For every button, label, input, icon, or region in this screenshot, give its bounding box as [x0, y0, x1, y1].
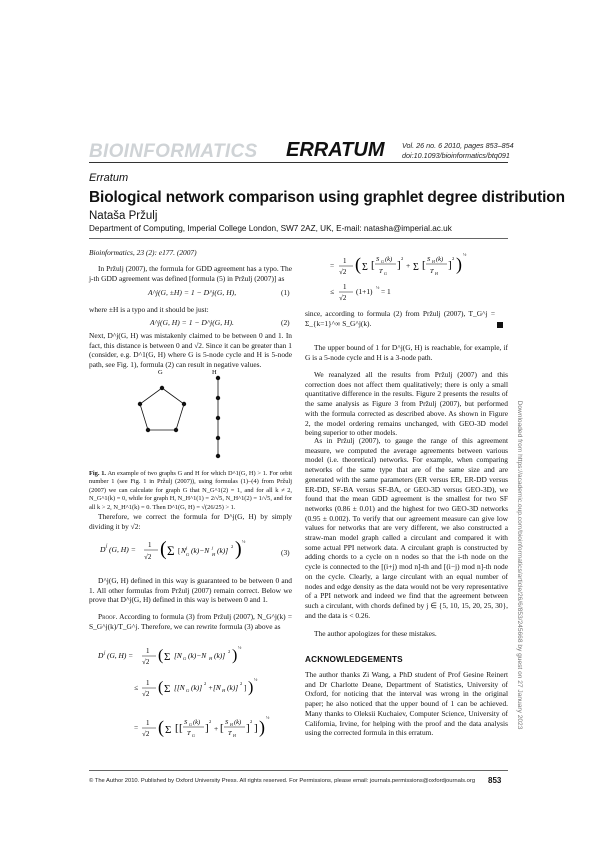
svg-text:1: 1: [343, 283, 347, 291]
footer-rule: [89, 770, 508, 771]
svg-text:]: ]: [246, 722, 250, 734]
svg-text:Σ: Σ: [164, 651, 171, 663]
svg-text:]: ]: [205, 722, 209, 734]
svg-text:√2: √2: [339, 294, 347, 302]
svg-text:T: T: [187, 730, 191, 737]
svg-text:1: 1: [146, 719, 150, 727]
svg-text:S: S: [184, 719, 188, 726]
svg-text:Σ: Σ: [164, 683, 171, 695]
svg-text:j: j: [186, 545, 188, 550]
svg-text:H: H: [209, 656, 213, 661]
svg-text:(k): (k): [193, 719, 201, 726]
svg-text:½: ½: [376, 285, 380, 290]
svg-text:1: 1: [148, 541, 152, 549]
svg-text:2: 2: [204, 681, 207, 686]
svg-text:S: S: [427, 256, 431, 263]
journal-name: BIOINFORMATICS: [89, 141, 258, 162]
svg-text:): ): [235, 538, 242, 560]
header-rule: [89, 162, 508, 163]
graph-g-label: G: [158, 369, 163, 376]
svg-text:½: ½: [266, 715, 270, 720]
svg-text:=: =: [134, 723, 139, 732]
graph-h-label: H: [212, 369, 217, 376]
graph-h-node: [216, 454, 220, 458]
svg-text:(k)]: (k)]: [227, 683, 239, 692]
svg-text:[: [: [220, 722, 224, 734]
graph-h-node: [216, 436, 220, 440]
copyright-notice: © The Author 2010. Published by Oxford University Press. All rights reserved. For Permissions, please email: journals.permissions@oxfordjournals.org: [89, 778, 476, 784]
right-paragraph-4: The author apologizes for these mistakes.: [314, 629, 437, 638]
svg-text:H: H: [233, 733, 236, 738]
svg-text:G: G: [381, 259, 384, 264]
svg-text:G: G: [189, 722, 192, 727]
figure-1-caption-text: An example of two graphs G and H for which D^1(G, H) > 1. For orbit number 1 (see Fig. 1 in Pržulj (2007)), using formulas (1)–(4) from Pržulj (2007) we can calculate for graph G that N_G^1(2) = 1, and for all k ≠ 2, N_G^1(k) = 0, while for graph H, N_H^1(1) = 2/√5, N_H^1(2) = 1/√5, and for all k > 2, N_H^1(k) = 0. Then D^1(G, H) = √(26/25) > 1.: [89, 470, 292, 511]
affiliation: Department of Computing, Imperial College London, SW7 2AZ, UK, E-mail: natasha@imperial.ac.uk: [89, 224, 452, 233]
right-paragraph-1: The upper bound of 1 for D^j(G, H) is reachable, for example, if G is a 5-node cycle and H is a 3-node path.: [305, 343, 508, 362]
graph-g-node: [174, 428, 178, 432]
paragraph-4: Therefore, we correct the formula for D^j(G, H) by simply dividing it by √2:: [89, 512, 292, 531]
svg-text:S: S: [225, 719, 229, 726]
svg-text:√2: √2: [142, 690, 150, 698]
graph-h-node: [216, 416, 220, 420]
svg-text:(k): (k): [234, 719, 242, 726]
svg-text:]: ]: [254, 722, 258, 734]
svg-text:(G, H) =: (G, H) =: [109, 545, 136, 554]
title-rule: [89, 238, 508, 239]
svg-text:D: D: [98, 651, 104, 660]
graph-h-node: [216, 396, 220, 400]
svg-text:(k): (k): [385, 256, 393, 263]
derivation: [98, 640, 288, 758]
svg-text:½: ½: [463, 252, 467, 257]
svg-text:(k)−N: (k)−N: [191, 546, 210, 555]
qed-mark: [497, 322, 503, 328]
svg-text:): ): [456, 254, 462, 274]
svg-text:[: [: [178, 547, 181, 555]
volume-line: Vol. 26 no. 6 2010, pages 853–854: [402, 141, 514, 150]
paragraph-1: In Pržulj (2007), the formula for GDD agreement has a typo. The j-th GDD agreement was defined [formula (5) in Pržulj (2007)] as: [89, 264, 292, 283]
svg-text:√2: √2: [144, 553, 152, 561]
doi: doi:10.1093/bioinformatics/btq091: [402, 151, 510, 160]
download-watermark-text: Downloaded from https://academic.oup.com/bioinformatics/article/26/6/853/245668 by guest on 27 January 2023: [516, 400, 523, 730]
svg-text:): ): [259, 717, 265, 737]
svg-text:(k): (k): [436, 256, 444, 263]
svg-text:½: ½: [242, 539, 246, 544]
svg-text:[: [: [175, 722, 179, 734]
svg-text:G: G: [186, 552, 190, 557]
paper-title: Biological network comparison using graphlet degree distribution: [89, 189, 565, 206]
svg-text:2: 2: [240, 681, 243, 686]
author: Nataša Pržulj: [89, 210, 158, 222]
svg-text:+: +: [214, 724, 219, 733]
svg-text:H: H: [222, 688, 226, 693]
acknowledgements-text: The author thanks Zi Wang, a PhD student of Prof Gesine Reinert and Dr Charlotte Deane, Department of Statistics, University of Oxford, for noticing that the interval was wrong in the original paper; he also noticed that the upper bound of 1 can be achieved. Many thanks to Oleksii Kuchaiev, Computer Science, University of California, Irvine, for helping with the proof and the data analysis using the corrected formula in this erratum.: [305, 670, 508, 738]
paragraph-since: since, according to formula (2) from Pržulj (2007), T_G^j = Σ_{k=1}^∞ S_G^j(k).: [305, 309, 495, 328]
svg-text:N: N: [181, 546, 186, 555]
figure-1-caption-label: Fig. 1.: [89, 470, 107, 477]
svg-text:S: S: [376, 256, 380, 263]
svg-text:(k)]: (k)]: [191, 683, 203, 692]
svg-text:(: (: [158, 679, 164, 696]
page-number: 853: [488, 776, 502, 785]
svg-text:(G, H) =: (G, H) =: [107, 651, 134, 660]
volume-info: [402, 141, 514, 161]
equation-1-number: (1): [281, 288, 290, 297]
svg-text:1: 1: [146, 647, 150, 655]
svg-text:2: 2: [228, 649, 231, 654]
proof-paragraph: [89, 612, 292, 631]
article-type: ERRATUM: [286, 139, 385, 161]
svg-text:√2: √2: [142, 730, 150, 738]
svg-text:(: (: [158, 717, 164, 737]
svg-text:Σ: Σ: [413, 262, 419, 273]
svg-text:(: (: [355, 254, 361, 274]
svg-text:G: G: [384, 271, 387, 276]
svg-text:=: =: [330, 261, 335, 270]
svg-text:T: T: [379, 268, 383, 275]
svg-text:[N: [N: [174, 651, 182, 660]
graph-g-node: [160, 386, 164, 390]
graph-g-cycle: [140, 388, 184, 430]
svg-text:2: 2: [209, 719, 212, 724]
svg-text:1: 1: [146, 679, 150, 687]
svg-text:(: (: [158, 647, 164, 664]
svg-text:j: j: [104, 651, 106, 656]
svg-text:): ): [248, 679, 254, 696]
svg-text:(k)]: (k)]: [214, 651, 226, 660]
svg-text:2: 2: [452, 256, 455, 261]
svg-text:G: G: [183, 656, 187, 661]
proof-text: According to formula (3) from Pržulj (2007), N_G^j(k) = S_G^j(k)/T_G^j. Therefore, we can rewrite formula (3) above as: [89, 612, 292, 631]
equation-2: A^j(G, H) = 1 − D^j(G, H).: [150, 318, 234, 327]
svg-text:(: (: [160, 538, 167, 560]
acknowledgements-heading: ACKNOWLEDGEMENTS: [305, 655, 403, 664]
right-paragraph-3: As in Pržulj (2007), to gauge the range of this agreement measure, we computed the average agreements between various model (i.e. theoretical) networks. For example, when comparing networks of the same type that are of the same size and are generated with the same parameters (ER versus ER, ER-DD versus ER-DD, SF-BA versus SF-BA, or GEO-3D versus GEO-3D), we found that the mean GDD agreement is the smallest for two SF networks (0.86 ± 0.01) and the highest for two GEO-3D networks (0.95 ± 0.002). To verify that our agreement measure can give low values for networks that are very different, we also constructed a straw-man model graph called a circulant and compared it with some actual PPI network data. A circulant graph is constructed by adding chords to a cycle on n nodes so that the i-th node on the cycle is connected to the [(i+j) mod n]-th and [(i−j) mod n]-th node on the cycle. Clearly, a large circulant with an equal number of nodes and edge density as the data would not be very representative of a PPI network and indeed we find that the agreement between such a circulant, with chords defined by j ∈ {5, 10, 15, 20, 25, 30}, and the data is < 0.26.: [305, 436, 508, 620]
svg-text:= 1: = 1: [381, 287, 391, 296]
paragraph-5: D^j(G, H) defined in this way is guaranteed to be between 0 and 1. All other formulas from Pržulj (2007) remain correct. Below we prove that D^j(G, H) defined in this way is between 0 and 1.: [89, 576, 292, 605]
svg-text:≤: ≤: [134, 683, 139, 692]
svg-text:2: 2: [401, 256, 404, 261]
svg-text:(k)]: (k)]: [217, 546, 229, 555]
svg-text:H: H: [435, 271, 438, 276]
svg-text:): ): [232, 647, 238, 664]
svg-text:(1+1): (1+1): [356, 287, 373, 296]
svg-text:(k)−N: (k)−N: [188, 651, 207, 660]
svg-text:½: ½: [254, 677, 258, 682]
citation: Bioinformatics, 23 (2): e177. (2007): [89, 248, 197, 257]
graph-g-node: [138, 402, 142, 406]
graph-g-node: [182, 402, 186, 406]
svg-text:2: 2: [231, 544, 234, 549]
svg-text:H: H: [212, 552, 216, 557]
svg-text:1: 1: [343, 257, 347, 265]
svg-text:]: ]: [448, 259, 452, 271]
equation-3-number: (3): [281, 548, 290, 557]
svg-text:√2: √2: [339, 268, 347, 276]
svg-text:+: +: [406, 261, 411, 270]
derivation-continued: [305, 246, 505, 306]
svg-text:+[N: +[N: [208, 683, 221, 692]
svg-text:Σ: Σ: [165, 724, 172, 736]
svg-text:]: ]: [244, 683, 247, 692]
svg-text:Σ: Σ: [362, 262, 368, 273]
svg-text:G: G: [186, 688, 190, 693]
svg-text:[: [: [371, 259, 375, 271]
paragraph-3: Next, D^j(G, H) was mistakenly claimed to be between 0 and 1. In fact, this distance is between 0 and √2. Since it can be greater than 1 (consider, e.g. D^1(G, H) where G is 5-node cycle and H is 5-node path, see Fig. 1), formula (2) can result in negative values.: [89, 331, 292, 370]
svg-text:½: ½: [238, 645, 242, 650]
svg-text:G: G: [192, 733, 195, 738]
svg-text:H: H: [230, 722, 233, 727]
right-paragraph-2: We reanalyzed all the results from Pržulj (2007) and this correction does not affect them qualitatively; there is only a small quantitative difference in the results. Figure 2 presents the results of the same analysis as Figure 3 from Pržulj (2007), but performed with the formula corrected as described above. As shown in Figure 2, the model ordering remains unchanged, with GEO-3D model being superior to other models.: [305, 370, 508, 438]
svg-text:[: [: [422, 259, 426, 271]
proof-label: Proof.: [98, 612, 118, 621]
svg-text:D: D: [100, 545, 106, 554]
equation-3: [100, 530, 250, 570]
svg-text:Σ: Σ: [167, 543, 175, 558]
graph-g-node: [146, 428, 150, 432]
svg-text:2: 2: [250, 719, 253, 724]
svg-text:T: T: [430, 268, 434, 275]
equation-2-number: (2): [281, 318, 290, 327]
paragraph-2: where ±H is a typo and it should be just:: [89, 305, 209, 314]
section-label: Erratum: [89, 172, 129, 184]
svg-text:j: j: [106, 544, 108, 549]
figure-1: [120, 364, 270, 464]
figure-1-caption: [89, 470, 292, 512]
svg-text:[[N: [[N: [174, 683, 185, 692]
svg-text:]: ]: [397, 259, 401, 271]
svg-text:√2: √2: [142, 658, 150, 666]
svg-text:j: j: [212, 545, 214, 550]
graph-h-node: [216, 376, 220, 380]
equation-1: A^j(G, ±H) = 1 − D^j(G, H),: [148, 288, 237, 297]
svg-text:≤: ≤: [330, 287, 335, 296]
svg-text:H: H: [432, 259, 435, 264]
svg-text:T: T: [228, 730, 232, 737]
svg-text:[: [: [179, 722, 183, 734]
